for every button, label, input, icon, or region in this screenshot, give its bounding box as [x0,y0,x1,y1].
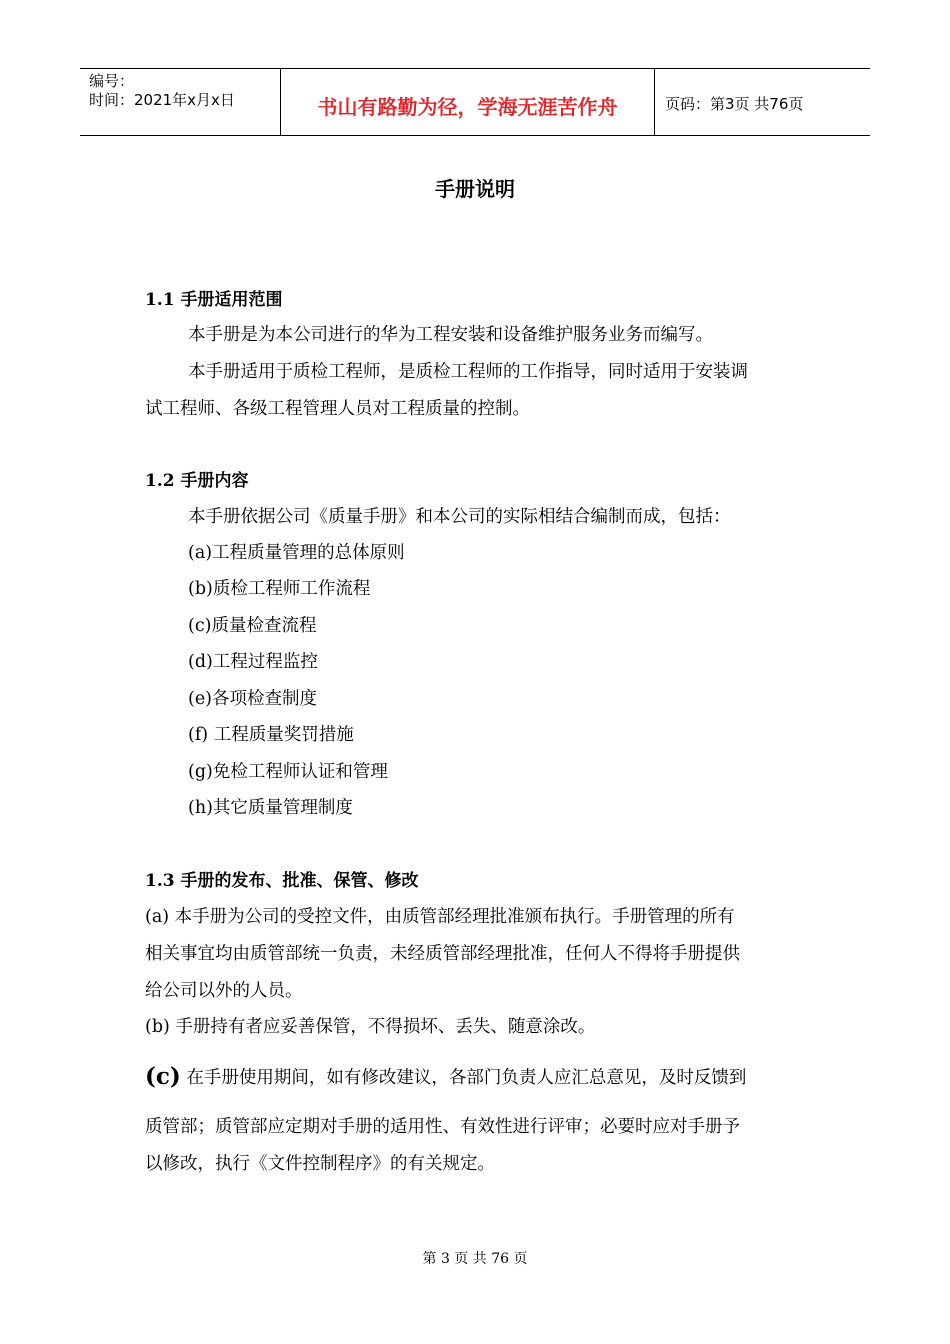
section-heading-1-2: 1.2 手册内容 [145,471,249,491]
list-item: (b)质检工程师工作流程 [188,579,371,599]
header-page-info: 页码：第3页 共76页 [665,95,804,113]
section-heading-1-1: 1.1 手册适用范围 [145,290,283,310]
list-item: (d)工程过程监控 [188,652,318,672]
section-1-3-item-c-line-2: 质管部；质管部应定期对手册的适用性、有效性进行评审；必要时应对手册予 [145,1117,740,1137]
list-item: (h)其它质量管理制度 [188,798,353,818]
section-1-3-item-b: (b) 手册持有者应妥善保管，不得损坏、丢失、随意涂改。 [145,1017,596,1037]
section-1-3-item-a-line-1: (a) 本手册为公司的受控文件，由质管部经理批准颁布执行。手册管理的所有 [145,907,735,927]
header-right-cell [655,69,870,135]
section-1-3-item-a-line-3: 给公司以外的人员。 [145,981,303,1001]
section-1-1-paragraph-1: 本手册是为本公司进行的华为工程安装和设备维护服务业务而编写。 [188,325,713,345]
header-motto: 书山有路勤为径，学海无涯苦作舟 [317,95,618,119]
list-item: (g)免检工程师认证和管理 [188,762,388,782]
list-item: (a)工程质量管理的总体原则 [188,543,405,563]
section-1-1-paragraph-2-line-2: 试工程师、各级工程管理人员对工程质量的控制。 [145,399,530,419]
header-middle-cell [281,69,655,135]
item-c-label: (c) [145,1063,181,1090]
section-1-2-intro: 本手册依据公司《质量手册》和本公司的实际相结合编制而成，包括： [188,507,731,527]
list-item: (f) 工程质量奖罚措施 [188,725,354,745]
section-1-3-item-c-line-1 [145,1063,747,1090]
document-number-label: 编号： [89,72,135,90]
document-header [80,68,870,136]
list-item: (e)各项检查制度 [188,689,318,709]
item-c-text: 在手册使用期间，如有修改建议，各部门负责人应汇总意见，及时反馈到 [180,1068,747,1088]
section-1-3-item-a-line-2: 相关事宜均由质管部统一负责，未经质管部经理批准，任何人不得将手册提供 [145,944,740,964]
page-footer: 第 3 页 共 76 页 [422,1251,528,1267]
page-title: 手册说明 [435,177,515,201]
section-1-3-item-c-line-3: 以修改，执行《文件控制程序》的有关规定。 [145,1154,495,1174]
section-1-1-paragraph-2-line-1: 本手册适用于质检工程师，是质检工程师的工作指导，同时适用于安装调 [188,362,748,382]
header-left-cell [80,69,281,135]
document-date-label: 时间：2021年x月x日 [89,91,235,109]
list-item: (c)质量检查流程 [188,616,317,636]
section-heading-1-3: 1.3 手册的发布、批准、保管、修改 [145,871,419,891]
